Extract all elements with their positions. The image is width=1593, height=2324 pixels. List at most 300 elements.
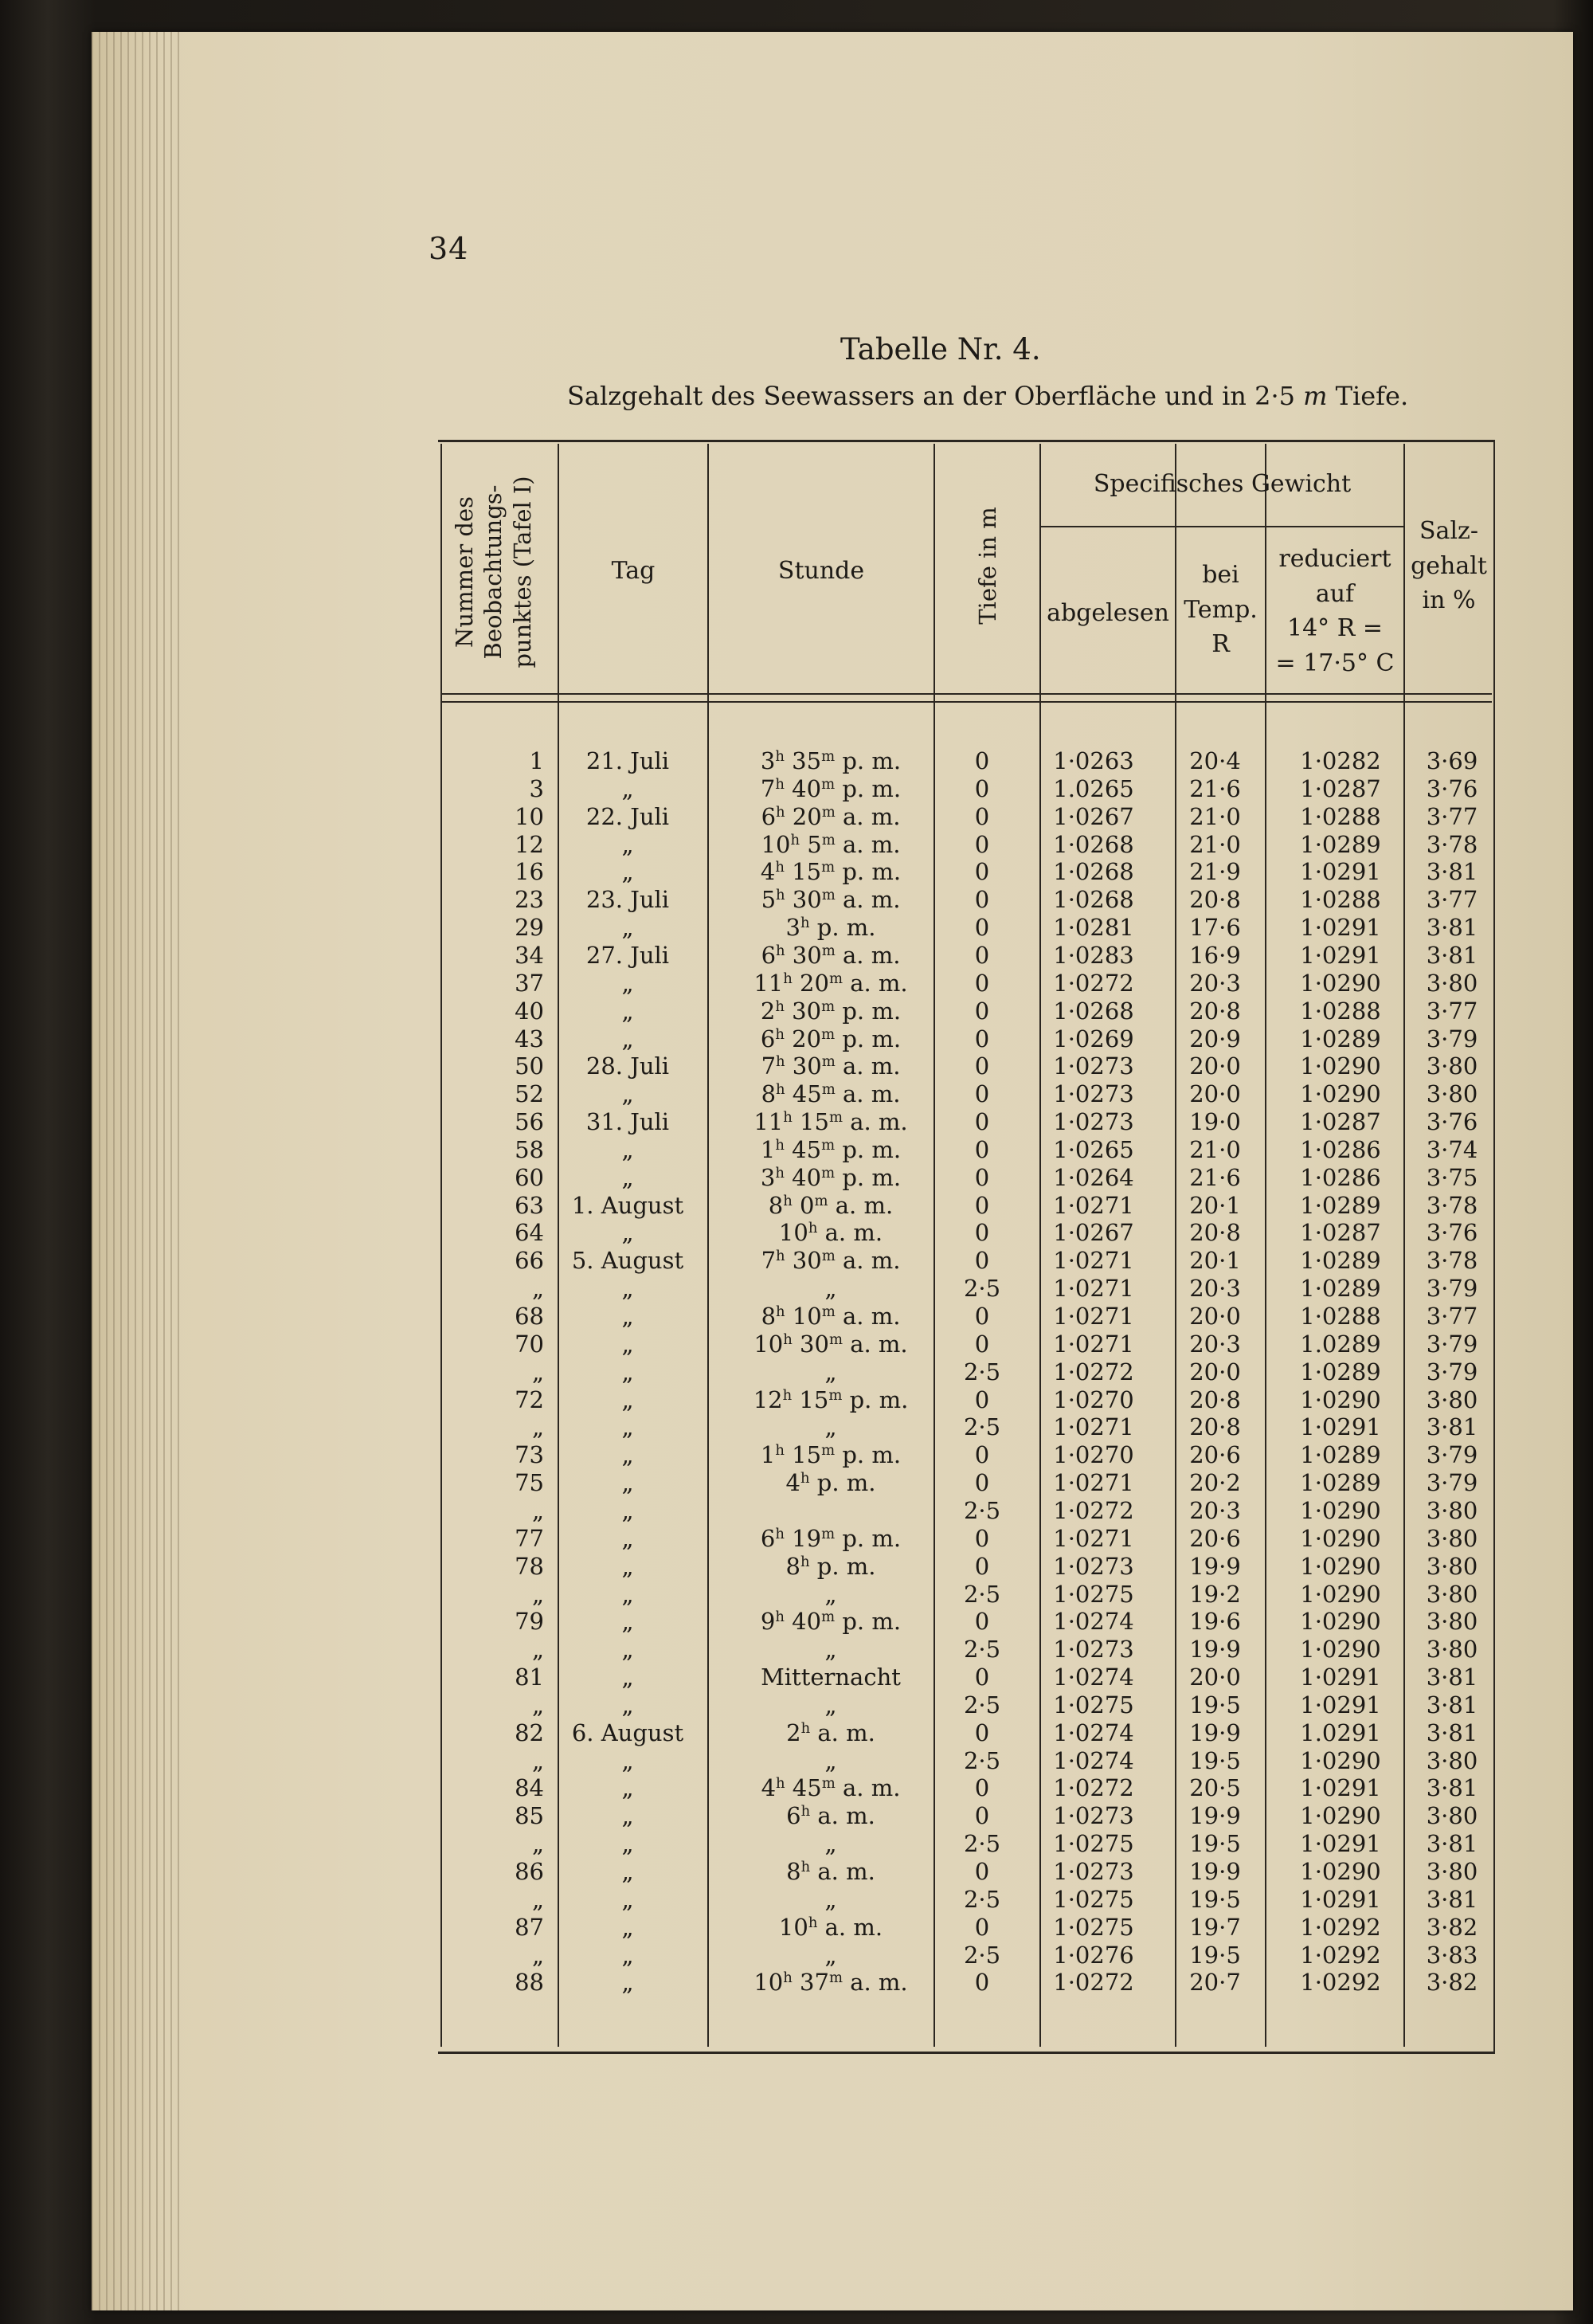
cell-reduciert: 1·0291 xyxy=(1300,1413,1381,1440)
cell-stunde: 6$^h$ 30$^m$ a. m. xyxy=(761,942,901,969)
minute-mark: m xyxy=(821,1081,836,1099)
cell-temp: 20·4 xyxy=(1189,747,1241,774)
cell-tiefe: 2·5 xyxy=(963,1691,1001,1719)
cell-nummer: 77 xyxy=(515,1525,544,1552)
cell-salzgehalt: 3·74 xyxy=(1426,1136,1478,1163)
table-row xyxy=(440,1802,1492,1829)
hour-mark: h xyxy=(808,1914,818,1932)
minute-mark: m xyxy=(821,943,836,960)
cell-tag: 21. Juli xyxy=(585,747,670,774)
cell-nummer: 50 xyxy=(515,1052,544,1080)
cell-tiefe: 0 xyxy=(974,1719,990,1746)
cell-temp: 20·8 xyxy=(1189,1413,1241,1440)
cell-salzgehalt: 3·80 xyxy=(1426,1497,1478,1524)
cell-nummer: „ xyxy=(531,1830,544,1857)
cell-nummer: 75 xyxy=(515,1469,544,1496)
cell-tiefe: 0 xyxy=(974,747,990,774)
cell-nummer: 10 xyxy=(515,803,544,830)
cell-stunde: 8$^h$ p. m. xyxy=(785,1553,876,1580)
cell-tag: „ xyxy=(621,858,634,885)
cell-tag: „ xyxy=(621,1525,634,1552)
table-row xyxy=(440,1636,1492,1663)
cell-temp: 21·0 xyxy=(1189,803,1241,830)
header-rule xyxy=(1039,526,1403,527)
hour-mark: h xyxy=(783,1193,793,1210)
hour-mark: h xyxy=(783,1969,793,1987)
hour-mark: h xyxy=(775,1609,785,1626)
cell-abgelesen: 1·0275 xyxy=(1053,1691,1134,1719)
cell-nummer: 23 xyxy=(515,886,544,913)
cell-tiefe: 2·5 xyxy=(963,1497,1001,1524)
cell-stunde: 2$^h$ 30$^m$ p. m. xyxy=(760,997,902,1025)
cell-tiefe: 0 xyxy=(974,775,990,802)
cell-temp: 20·0 xyxy=(1189,1358,1241,1385)
cell-tag: 28. Juli xyxy=(585,1052,670,1080)
cell-nummer: 85 xyxy=(515,1802,544,1829)
hour-mark: h xyxy=(808,1220,818,1237)
cell-nummer: 72 xyxy=(515,1386,544,1413)
cell-tag: „ xyxy=(621,1802,634,1829)
cell-tiefe: 0 xyxy=(974,1469,990,1496)
hour-mark: h xyxy=(776,1053,785,1071)
cell-tiefe: 0 xyxy=(974,1052,990,1080)
cell-stunde: 11$^h$ 20$^m$ a. m. xyxy=(753,970,908,997)
cell-tag: „ xyxy=(621,1636,634,1663)
cell-stunde: „ xyxy=(824,1747,837,1774)
cell-stunde: 10$^h$ a. m. xyxy=(778,1914,883,1941)
cell-abgelesen: 1·0268 xyxy=(1053,831,1134,858)
cell-salzgehalt: 3·80 xyxy=(1426,1636,1478,1663)
cell-salzgehalt: 3·79 xyxy=(1426,1469,1478,1496)
cell-tag: „ xyxy=(621,1747,634,1774)
cell-salzgehalt: 3·79 xyxy=(1426,1025,1478,1052)
table-row xyxy=(440,1774,1492,1801)
cell-reduciert: 1·0290 xyxy=(1300,1608,1381,1635)
cell-stunde: 6$^h$ 19$^m$ p. m. xyxy=(760,1525,902,1552)
cell-abgelesen: 1·0276 xyxy=(1053,1942,1134,1969)
table-row xyxy=(440,1164,1492,1191)
cell-temp: 19·5 xyxy=(1189,1747,1241,1774)
table-row xyxy=(440,1136,1492,1163)
cell-nummer: „ xyxy=(531,1497,544,1524)
cell-tag: 6. August xyxy=(571,1719,684,1746)
minute-mark: m xyxy=(821,1248,836,1265)
cell-reduciert: 1·0288 xyxy=(1300,1303,1381,1330)
header-nummer-line: Beobachtungs- xyxy=(479,484,507,660)
cell-tag: „ xyxy=(621,997,634,1025)
cell-stunde: 6$^h$ 20$^m$ a. m. xyxy=(761,803,901,830)
cell-nummer: „ xyxy=(531,1358,544,1385)
cell-reduciert: 1·0290 xyxy=(1300,1497,1381,1524)
cell-salzgehalt: 3·77 xyxy=(1426,1303,1478,1330)
cell-tag: „ xyxy=(621,1830,634,1857)
cell-tag: „ xyxy=(621,1942,634,1969)
cell-stunde: 7$^h$ 30$^m$ a. m. xyxy=(761,1247,901,1274)
cell-abgelesen: 1·0268 xyxy=(1053,997,1134,1025)
cell-tag: „ xyxy=(621,1413,634,1440)
cell-tag: 31. Juli xyxy=(585,1108,670,1135)
table-row xyxy=(440,1969,1492,1996)
page-edges xyxy=(92,32,179,2310)
cell-abgelesen: 1·0272 xyxy=(1053,1969,1134,1996)
cell-stunde: „ xyxy=(824,1413,837,1440)
cell-temp: 19·0 xyxy=(1189,1108,1241,1135)
table-row xyxy=(440,1581,1492,1608)
cell-stunde: 5$^h$ 30$^m$ a. m. xyxy=(761,886,901,913)
cell-salzgehalt: 3·80 xyxy=(1426,1747,1478,1774)
cell-nummer: „ xyxy=(531,1636,544,1663)
cell-salzgehalt: 3·77 xyxy=(1426,886,1478,913)
cell-stunde: 3$^h$ 35$^m$ p. m. xyxy=(760,747,902,774)
cell-abgelesen: 1·0273 xyxy=(1053,1108,1134,1135)
cell-tiefe: 0 xyxy=(974,1108,990,1135)
cell-nummer: 84 xyxy=(515,1774,544,1801)
hour-mark: h xyxy=(775,1026,785,1044)
table-row xyxy=(440,970,1492,997)
hour-mark: h xyxy=(783,1331,793,1349)
cell-nummer: „ xyxy=(531,1942,544,1969)
hour-mark: h xyxy=(776,1303,785,1321)
cell-nummer: 37 xyxy=(515,970,544,997)
header-stunde: Stunde xyxy=(777,557,865,585)
cell-salzgehalt: 3·81 xyxy=(1426,858,1478,885)
cell-reduciert: 1.0291 xyxy=(1300,1719,1381,1746)
cell-stunde: 6$^h$ a. m. xyxy=(786,1802,875,1829)
cell-tiefe: 0 xyxy=(974,1525,990,1552)
cell-salzgehalt: 3·80 xyxy=(1426,970,1478,997)
table-row xyxy=(440,1052,1492,1080)
cell-nummer: 60 xyxy=(515,1164,544,1191)
cell-reduciert: 1·0290 xyxy=(1300,970,1381,997)
cell-reduciert: 1·0287 xyxy=(1300,1219,1381,1246)
cell-nummer: 87 xyxy=(515,1914,544,1941)
cell-salzgehalt: 3·78 xyxy=(1426,1247,1478,1274)
hour-mark: h xyxy=(775,748,785,766)
cell-reduciert: 1·0290 xyxy=(1300,1747,1381,1774)
cell-stunde: 9$^h$ 40$^m$ p. m. xyxy=(760,1608,902,1635)
minute-mark: m xyxy=(821,776,836,794)
cell-temp: 20·1 xyxy=(1189,1192,1241,1219)
hour-mark: h xyxy=(776,1775,785,1793)
cell-tiefe: 0 xyxy=(974,1858,990,1885)
cell-abgelesen: 1·0268 xyxy=(1053,858,1134,885)
cell-reduciert: 1·0291 xyxy=(1300,1664,1381,1691)
cell-tag: „ xyxy=(621,1914,634,1941)
cell-nummer: „ xyxy=(531,1581,544,1608)
hour-mark: h xyxy=(775,1526,785,1543)
cell-salzgehalt: 3·80 xyxy=(1426,1080,1478,1107)
cell-tiefe: 0 xyxy=(974,1303,990,1330)
cell-temp: 20·8 xyxy=(1189,1219,1241,1246)
cell-salzgehalt: 3·81 xyxy=(1426,1719,1478,1746)
cell-abgelesen: 1·0268 xyxy=(1053,886,1134,913)
cell-temp: 20·3 xyxy=(1189,1497,1241,1524)
cell-nummer: „ xyxy=(531,1886,544,1913)
cell-salzgehalt: 3·78 xyxy=(1426,831,1478,858)
cell-salzgehalt: 3·76 xyxy=(1426,1219,1478,1246)
cell-temp: 20·7 xyxy=(1189,1969,1241,1996)
cell-tag: 1. August xyxy=(571,1192,684,1219)
cell-tag: „ xyxy=(621,1136,634,1163)
cell-temp: 20·8 xyxy=(1189,1386,1241,1413)
cell-temp: 20·6 xyxy=(1189,1441,1241,1468)
minute-mark: m xyxy=(828,970,843,988)
cell-temp: 20·9 xyxy=(1189,1025,1241,1052)
table-row xyxy=(440,1386,1492,1413)
cell-salzgehalt: 3·82 xyxy=(1426,1969,1478,1996)
cell-reduciert: 1·0289 xyxy=(1300,1275,1381,1302)
minute-mark: m xyxy=(821,1165,836,1182)
cell-tiefe: 0 xyxy=(974,1136,990,1163)
cell-temp: 19·9 xyxy=(1189,1636,1241,1663)
cell-abgelesen: 1·0269 xyxy=(1053,1025,1134,1052)
cell-temp: 20·0 xyxy=(1189,1052,1241,1080)
page-number: 34 xyxy=(429,231,469,266)
table-row xyxy=(440,886,1492,913)
cell-stunde: 3$^h$ 40$^m$ p. m. xyxy=(760,1164,902,1191)
header-nummer xyxy=(450,460,537,684)
cell-tag: „ xyxy=(621,775,634,802)
cell-salzgehalt: 3·79 xyxy=(1426,1441,1478,1468)
minute-mark: m xyxy=(821,832,836,849)
cell-abgelesen: 1·0267 xyxy=(1053,803,1134,830)
cell-tiefe: 0 xyxy=(974,942,990,969)
cell-tiefe: 0 xyxy=(974,886,990,913)
cell-temp: 20·3 xyxy=(1189,1275,1241,1302)
cell-abgelesen: 1·0271 xyxy=(1053,1247,1134,1274)
cell-tiefe: 2·5 xyxy=(963,1830,1001,1857)
cell-abgelesen: 1·0274 xyxy=(1053,1747,1134,1774)
cell-abgelesen: 1·0273 xyxy=(1053,1553,1134,1580)
hour-mark: h xyxy=(776,887,785,904)
cell-abgelesen: 1·0271 xyxy=(1053,1469,1134,1496)
cell-tiefe: 0 xyxy=(974,803,990,830)
cell-abgelesen: 1·0274 xyxy=(1053,1608,1134,1635)
minute-mark: m xyxy=(821,998,836,1016)
cell-salzgehalt: 3·81 xyxy=(1426,1830,1478,1857)
cell-salzgehalt: 3·81 xyxy=(1426,1413,1478,1440)
cell-nummer: „ xyxy=(531,1747,544,1774)
cell-stunde: „ xyxy=(824,1581,837,1608)
header-bei-temp-line: bei xyxy=(1202,561,1239,589)
cell-salzgehalt: 3·77 xyxy=(1426,997,1478,1025)
cell-salzgehalt: 3·80 xyxy=(1426,1858,1478,1885)
cell-nummer: 86 xyxy=(515,1858,544,1885)
cell-temp: 20·6 xyxy=(1189,1525,1241,1552)
cell-tag: „ xyxy=(621,1275,634,1302)
minute-mark: m xyxy=(821,804,836,821)
cell-tag: „ xyxy=(621,1553,634,1580)
cell-salzgehalt: 3·81 xyxy=(1426,1886,1478,1913)
cell-reduciert: 1.0289 xyxy=(1300,1331,1381,1358)
cell-nummer: 16 xyxy=(515,858,544,885)
minute-mark: m xyxy=(828,1969,843,1987)
table-row xyxy=(440,1747,1492,1774)
cell-nummer: 12 xyxy=(515,831,544,858)
hour-mark: h xyxy=(775,1442,785,1460)
header-bei-temp xyxy=(1176,558,1265,662)
minute-mark: m xyxy=(821,887,836,904)
cell-reduciert: 1·0290 xyxy=(1300,1636,1381,1663)
header-tag: Tag xyxy=(611,557,656,585)
cell-temp: 19·5 xyxy=(1189,1886,1241,1913)
cell-reduciert: 1·0290 xyxy=(1300,1581,1381,1608)
cell-nummer: „ xyxy=(531,1691,544,1719)
cell-tag: „ xyxy=(621,1608,634,1635)
cell-temp: 20·0 xyxy=(1189,1664,1241,1691)
minute-mark: m xyxy=(814,1193,828,1210)
cell-abgelesen: 1·0263 xyxy=(1053,747,1134,774)
table-row xyxy=(440,1942,1492,1969)
cell-stunde: 10$^h$ a. m. xyxy=(778,1219,883,1246)
cell-abgelesen: 1·0275 xyxy=(1053,1830,1134,1857)
header-salzgehalt-line: in % xyxy=(1422,586,1476,614)
cell-tiefe: 0 xyxy=(974,1025,990,1052)
cell-temp: 20·1 xyxy=(1189,1247,1241,1274)
cell-nummer: 52 xyxy=(515,1080,544,1107)
hour-mark: h xyxy=(783,1109,793,1127)
cell-reduciert: 1·0291 xyxy=(1300,1830,1381,1857)
cell-stunde: 10$^h$ 5$^m$ a. m. xyxy=(761,831,901,858)
minute-mark: m xyxy=(821,1026,836,1044)
cell-tiefe: 2·5 xyxy=(963,1413,1001,1440)
cell-nummer: 88 xyxy=(515,1969,544,1996)
cell-tag: „ xyxy=(621,1469,634,1496)
cell-temp: 21·0 xyxy=(1189,1136,1241,1163)
cell-tag: „ xyxy=(621,1969,634,1996)
cell-abgelesen: 1·0271 xyxy=(1053,1525,1134,1552)
cell-abgelesen: 1·0270 xyxy=(1053,1386,1134,1413)
cell-stunde: 10$^h$ 37$^m$ a. m. xyxy=(753,1969,908,1996)
cell-salzgehalt: 3·80 xyxy=(1426,1608,1478,1635)
cell-temp: 20·8 xyxy=(1189,886,1241,913)
hour-mark: h xyxy=(776,1248,785,1265)
cell-salzgehalt: 3·83 xyxy=(1426,1942,1478,1969)
hour-mark: h xyxy=(775,859,785,876)
cell-tiefe: 0 xyxy=(974,1664,990,1691)
cell-stunde: 4$^h$ 15$^m$ p. m. xyxy=(760,858,902,885)
cell-reduciert: 1·0289 xyxy=(1300,1247,1381,1274)
hour-mark: h xyxy=(775,776,785,794)
cell-tag: 27. Juli xyxy=(585,942,670,969)
cell-nummer: 66 xyxy=(515,1247,544,1274)
cell-temp: 21·6 xyxy=(1189,775,1241,802)
cell-temp: 20·0 xyxy=(1189,1080,1241,1107)
cell-abgelesen: 1·0265 xyxy=(1053,1136,1134,1163)
cell-reduciert: 1·0291 xyxy=(1300,914,1381,941)
cell-temp: 20·0 xyxy=(1189,1303,1241,1330)
cell-reduciert: 1·0290 xyxy=(1300,1052,1381,1080)
hour-mark: h xyxy=(776,804,785,821)
table-row xyxy=(440,1553,1492,1580)
cell-tiefe: 0 xyxy=(974,1331,990,1358)
table-row xyxy=(440,775,1492,802)
cell-reduciert: 1·0290 xyxy=(1300,1858,1381,1885)
cell-tiefe: 0 xyxy=(974,1247,990,1274)
cell-tiefe: 2·5 xyxy=(963,1747,1001,1774)
cell-stunde: 8$^h$ 0$^m$ a. m. xyxy=(768,1192,894,1219)
cell-temp: 19·5 xyxy=(1189,1691,1241,1719)
cell-temp: 20·3 xyxy=(1189,970,1241,997)
cell-nummer: 79 xyxy=(515,1608,544,1635)
cell-abgelesen: 1·0271 xyxy=(1053,1413,1134,1440)
cell-stunde: 10$^h$ 30$^m$ a. m. xyxy=(753,1331,908,1358)
cell-reduciert: 1·0292 xyxy=(1300,1942,1381,1969)
cell-nummer: 82 xyxy=(515,1719,544,1746)
cell-reduciert: 1·0288 xyxy=(1300,803,1381,830)
minute-mark: m xyxy=(821,1053,836,1071)
cell-reduciert: 1·0289 xyxy=(1300,1192,1381,1219)
table-title: Tabelle Nr. 4. xyxy=(840,332,1041,366)
cell-stunde: 6$^h$ 20$^m$ p. m. xyxy=(760,1025,902,1052)
cell-salzgehalt: 3·79 xyxy=(1426,1275,1478,1302)
header-reduciert-line: auf xyxy=(1315,579,1355,608)
cell-abgelesen: 1·0274 xyxy=(1053,1664,1134,1691)
table-row xyxy=(440,1025,1492,1052)
cell-temp: 19·9 xyxy=(1189,1719,1241,1746)
cell-tiefe: 0 xyxy=(974,1608,990,1635)
header-reduciert-line: = 17·5° C xyxy=(1275,649,1395,677)
hour-mark: h xyxy=(790,832,800,849)
table-row xyxy=(440,1080,1492,1107)
cell-stunde: 2$^h$ a. m. xyxy=(786,1719,875,1746)
table-row xyxy=(440,914,1492,941)
table-row xyxy=(440,1275,1492,1302)
cell-tiefe: 0 xyxy=(974,997,990,1025)
cell-tag: 5. August xyxy=(571,1247,684,1274)
header-reduciert xyxy=(1266,542,1403,680)
cell-tiefe: 2·5 xyxy=(963,1636,1001,1663)
minute-mark: m xyxy=(821,1137,836,1154)
table-row xyxy=(440,831,1492,858)
cell-stunde: 8$^h$ 45$^m$ a. m. xyxy=(761,1080,901,1107)
cell-tiefe: 0 xyxy=(974,1969,990,1996)
table-row xyxy=(440,1914,1492,1941)
cell-tag: „ xyxy=(621,1581,634,1608)
cell-tag: „ xyxy=(621,970,634,997)
table-row xyxy=(440,997,1492,1025)
cell-abgelesen: 1.0265 xyxy=(1053,775,1134,802)
cell-nummer: 70 xyxy=(515,1331,544,1358)
cell-abgelesen: 1·0273 xyxy=(1053,1802,1134,1829)
cell-abgelesen: 1·0267 xyxy=(1053,1219,1134,1246)
cell-tiefe: 2·5 xyxy=(963,1942,1001,1969)
cell-tiefe: 0 xyxy=(974,1219,990,1246)
cell-tag: 23. Juli xyxy=(585,886,670,913)
table-row xyxy=(440,803,1492,830)
cell-nummer: 81 xyxy=(515,1664,544,1691)
cell-stunde: „ xyxy=(824,1358,837,1385)
cell-stunde: 8$^h$ a. m. xyxy=(786,1858,875,1885)
cell-abgelesen: 1·0271 xyxy=(1053,1303,1134,1330)
cell-salzgehalt: 3·80 xyxy=(1426,1581,1478,1608)
cell-reduciert: 1·0290 xyxy=(1300,1080,1381,1107)
cell-temp: 19·7 xyxy=(1189,1914,1241,1941)
cell-tag: „ xyxy=(621,914,634,941)
cell-salzgehalt: 3·81 xyxy=(1426,942,1478,969)
cell-abgelesen: 1·0283 xyxy=(1053,942,1134,969)
cell-tag: „ xyxy=(621,1219,634,1246)
cell-temp: 17·6 xyxy=(1189,914,1241,941)
header-nummer-line: punktes (Tafel I) xyxy=(508,476,536,668)
table-row xyxy=(440,1192,1492,1219)
cell-stunde: Mitternacht xyxy=(761,1664,901,1691)
table-row xyxy=(440,858,1492,885)
header-reduciert-line: 14° R = xyxy=(1287,614,1383,642)
cell-temp: 19·9 xyxy=(1189,1858,1241,1885)
cell-temp: 19·5 xyxy=(1189,1942,1241,1969)
cell-tiefe: 0 xyxy=(974,970,990,997)
